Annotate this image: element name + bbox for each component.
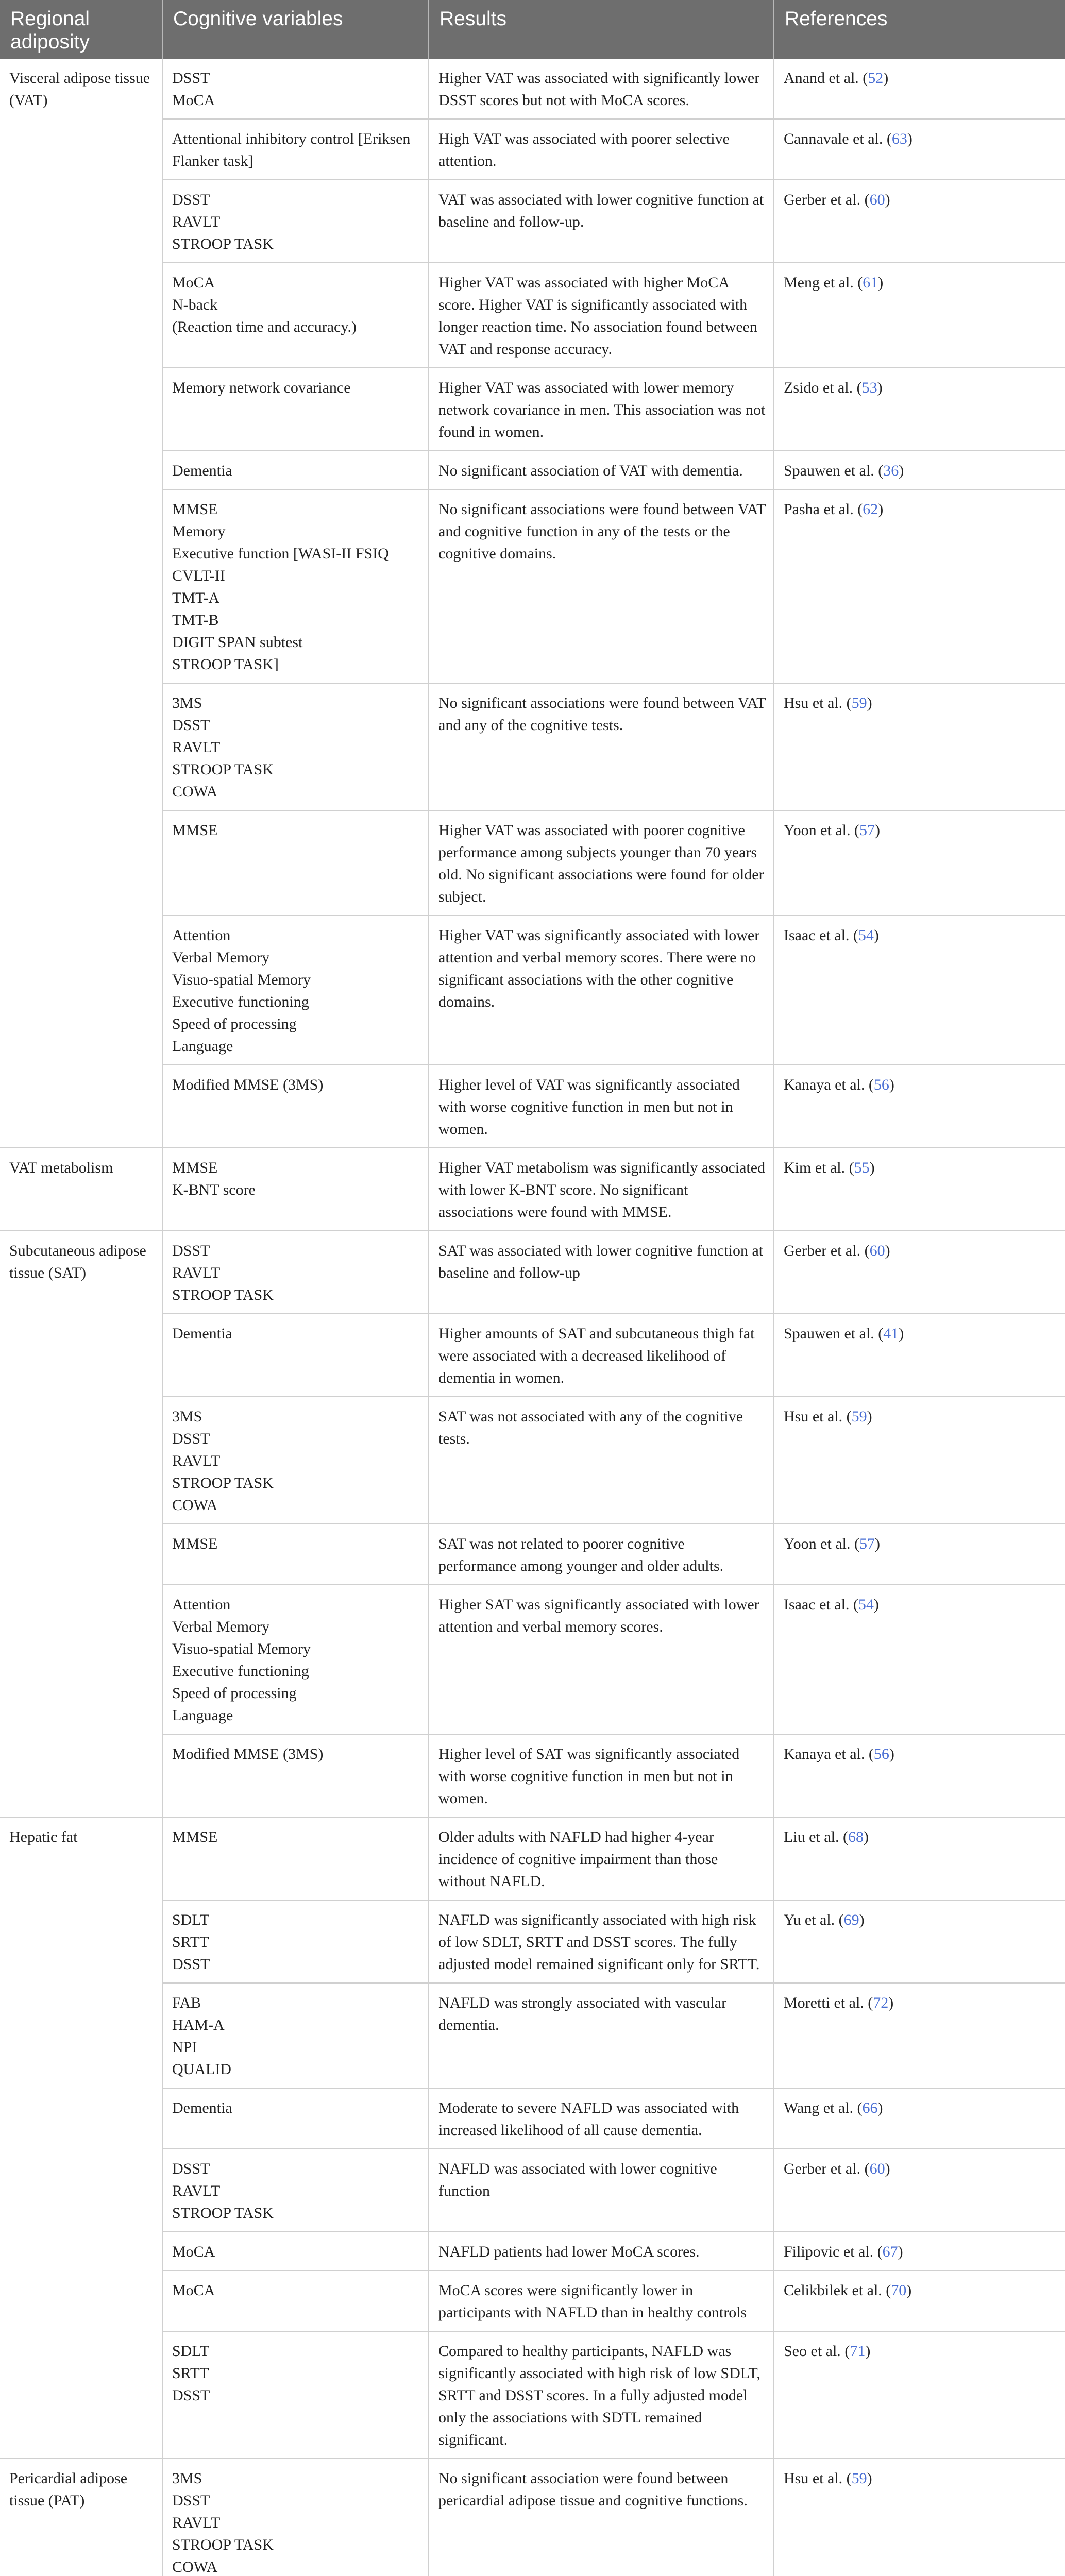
cognitive-variable: N-back bbox=[172, 296, 218, 313]
cognitive-variables-cell bbox=[162, 59, 429, 119]
cognitive-variable: Dementia bbox=[172, 2099, 232, 2116]
reference-number-link[interactable]: 53 bbox=[861, 379, 877, 396]
cognitive-variables-cell bbox=[162, 368, 429, 451]
reference-number-link[interactable]: 57 bbox=[859, 822, 875, 839]
results-cell: VAT was associated with lower cognitive function at baseline and follow-up. bbox=[429, 180, 774, 263]
cognitive-variable: DSST bbox=[172, 717, 210, 734]
results-cell: High VAT was associated with poorer selective attention. bbox=[429, 119, 774, 180]
cognitive-variable: STROOP TASK bbox=[172, 2205, 274, 2222]
reference-author: Yoon et al. bbox=[784, 822, 851, 839]
reference-author: Gerber et al. bbox=[784, 2160, 861, 2177]
results-cell: NAFLD was strongly associated with vascular dementia. bbox=[429, 1983, 774, 2088]
cognitive-variable: Language bbox=[172, 1707, 233, 1724]
cognitive-variable: Language bbox=[172, 1038, 233, 1055]
table-header-row bbox=[0, 0, 1065, 59]
cognitive-variable: STROOP TASK bbox=[172, 235, 274, 252]
reference-cell: Meng et al. (61) bbox=[774, 263, 1065, 368]
reference-number-link[interactable]: 41 bbox=[883, 1325, 899, 1342]
cognitive-variable: STROOP TASK bbox=[172, 2536, 274, 2553]
results-cell: Higher VAT was associated with lower memory network covariance in men. This association was not found in women. bbox=[429, 368, 774, 451]
table-row bbox=[0, 1817, 1065, 1900]
reference-author: Meng et al. bbox=[784, 274, 854, 291]
reference-number-link[interactable]: 56 bbox=[873, 1076, 889, 1093]
reference-number-link[interactable]: 70 bbox=[891, 2282, 907, 2299]
cognitive-variables-cell bbox=[162, 180, 429, 263]
cognitive-variables-cell bbox=[162, 683, 429, 810]
cognitive-variable: DSST bbox=[172, 1242, 210, 1259]
cognitive-variable: SDLT bbox=[172, 2343, 210, 2360]
reference-cell: Liu et al. (68) bbox=[774, 1817, 1065, 1900]
reference-number-link[interactable]: 55 bbox=[854, 1159, 870, 1176]
cognitive-variable: SRTT bbox=[172, 1934, 209, 1951]
reference-cell: Spauwen et al. (41) bbox=[774, 1314, 1065, 1397]
reference-author: Yu et al. bbox=[784, 1911, 835, 1928]
cognitive-variable: 3MS bbox=[172, 1408, 202, 1425]
cognitive-variables-cell bbox=[162, 1314, 429, 1397]
cognitive-variable: MoCA bbox=[172, 274, 215, 291]
results-cell: MoCA scores were significantly lower in participants with NAFLD than in healthy controls bbox=[429, 2270, 774, 2331]
cognitive-variables-cell bbox=[162, 1148, 429, 1231]
reference-cell: Gerber et al. (60) bbox=[774, 180, 1065, 263]
regional-adiposity-cell: Pericardial adipose tissue (PAT) bbox=[0, 2459, 162, 2576]
table-body bbox=[0, 59, 1065, 2576]
results-cell: Higher VAT was associated with higher MoCA score. Higher VAT is significantly associated with longer reaction time. No association found between VAT and response accuracy. bbox=[429, 263, 774, 368]
reference-author: Liu et al. bbox=[784, 1828, 839, 1845]
cognitive-variable: DSST bbox=[172, 191, 210, 208]
results-cell: No significant associations were found between VAT and cognitive function in any of the tests or the cognitive domains. bbox=[429, 489, 774, 683]
results-cell: Older adults with NAFLD had higher 4-year incidence of cognitive impairment than those without NAFLD. bbox=[429, 1817, 774, 1900]
cognitive-variable: SDLT bbox=[172, 1911, 210, 1928]
results-cell: Moderate to severe NAFLD was associated with increased likelihood of all cause dementia. bbox=[429, 2088, 774, 2149]
cognitive-variables-cell bbox=[162, 2459, 429, 2576]
cognitive-variable: COWA bbox=[172, 1497, 218, 1514]
results-cell: NAFLD was associated with lower cognitive function bbox=[429, 2149, 774, 2232]
reference-number-link[interactable]: 72 bbox=[873, 1994, 889, 2011]
reference-number-link[interactable]: 62 bbox=[863, 501, 878, 518]
reference-author: Pasha et al. bbox=[784, 501, 854, 518]
reference-number-link[interactable]: 59 bbox=[851, 1408, 867, 1425]
reference-number-link[interactable]: 52 bbox=[868, 70, 884, 87]
cognitive-variable: Modified MMSE (3MS) bbox=[172, 1076, 324, 1093]
cognitive-variables-cell bbox=[162, 1817, 429, 1900]
cognitive-variable: Speed of processing bbox=[172, 1685, 297, 1702]
reference-author: Hsu et al. bbox=[784, 1408, 843, 1425]
reference-cell: Yu et al. (69) bbox=[774, 1900, 1065, 1983]
cognitive-variable: Executive functioning bbox=[172, 1663, 309, 1680]
header-results: Results bbox=[429, 0, 774, 59]
reference-number-link[interactable]: 54 bbox=[858, 927, 874, 944]
cognitive-variable: Attentional inhibitory control [Eriksen Flanker task] bbox=[172, 130, 411, 170]
reference-author: Yoon et al. bbox=[784, 1535, 851, 1552]
cognitive-variable: MMSE bbox=[172, 1828, 218, 1845]
cognitive-variable: MMSE bbox=[172, 501, 218, 518]
regional-adiposity-cell: Subcutaneous adipose tissue (SAT) bbox=[0, 1231, 162, 1817]
reference-author: Gerber et al. bbox=[784, 1242, 861, 1259]
header-cognitive-variables: Cognitive variables bbox=[162, 0, 429, 59]
reference-number-link[interactable]: 36 bbox=[883, 462, 899, 479]
cognitive-variable: Attention bbox=[172, 1596, 231, 1613]
cognitive-variable: Dementia bbox=[172, 462, 232, 479]
cognitive-variables-cell bbox=[162, 1734, 429, 1817]
reference-cell: Moretti et al. (72) bbox=[774, 1983, 1065, 2088]
results-cell: Higher level of VAT was significantly associated with worse cognitive function in men but not in women. bbox=[429, 1065, 774, 1148]
cognitive-variable: Executive functioning bbox=[172, 993, 309, 1010]
cognitive-variables-cell bbox=[162, 2149, 429, 2232]
reference-number-link[interactable]: 63 bbox=[891, 130, 907, 147]
results-cell: No significant association of VAT with dementia. bbox=[429, 451, 774, 489]
cognitive-variable: RAVLT bbox=[172, 2182, 221, 2199]
cognitive-variable: Dementia bbox=[172, 1325, 232, 1342]
table-row bbox=[0, 2459, 1065, 2576]
cognitive-variable: FAB bbox=[172, 1994, 201, 2011]
cognitive-variables-cell bbox=[162, 451, 429, 489]
cognitive-variable: Modified MMSE (3MS) bbox=[172, 1745, 324, 1762]
reference-cell: Gerber et al. (60) bbox=[774, 2149, 1065, 2232]
cognitive-variable: STROOP TASK bbox=[172, 1286, 274, 1303]
results-cell: NAFLD was significantly associated with high risk of low SDLT, SRTT and DSST scores. The fully adjusted model remained significant only for SRTT. bbox=[429, 1900, 774, 1983]
cognitive-variable: Executive function [WASI-II FSIQ bbox=[172, 545, 389, 562]
cognitive-variable: DSST bbox=[172, 1956, 210, 1973]
cognitive-variable: DIGIT SPAN subtest bbox=[172, 634, 303, 651]
cognitive-variable: Memory bbox=[172, 523, 226, 540]
cognitive-variable: NPI bbox=[172, 2039, 197, 2056]
regional-adiposity-cell: Visceral adipose tissue (VAT) bbox=[0, 59, 162, 1148]
results-cell: Higher SAT was significantly associated with lower attention and verbal memory scores. bbox=[429, 1585, 774, 1734]
cognitive-variable: (Reaction time and accuracy.) bbox=[172, 318, 357, 335]
reference-number-link[interactable]: 69 bbox=[843, 1911, 859, 1928]
cognitive-variable: STROOP TASK] bbox=[172, 656, 279, 673]
reference-cell: Cannavale et al. (63) bbox=[774, 119, 1065, 180]
cognitive-variable: DSST bbox=[172, 2492, 210, 2509]
regional-adiposity-cell: VAT metabolism bbox=[0, 1148, 162, 1231]
results-cell: Higher level of SAT was significantly associated with worse cognitive function in men but not in women. bbox=[429, 1734, 774, 1817]
reference-author: Spauwen et al. bbox=[784, 462, 874, 479]
cognitive-variable: DSST bbox=[172, 70, 210, 87]
reference-cell: Kanaya et al. (56) bbox=[774, 1065, 1065, 1148]
reference-author: Kanaya et al. bbox=[784, 1076, 865, 1093]
results-cell: Higher amounts of SAT and subcutaneous thigh fat were associated with a decreased likelihood of dementia in women. bbox=[429, 1314, 774, 1397]
cognitive-variable: TMT-A bbox=[172, 589, 220, 606]
cognitive-variable: MMSE bbox=[172, 1535, 218, 1552]
cognitive-variable: TMT-B bbox=[172, 612, 219, 629]
results-cell: SAT was associated with lower cognitive function at baseline and follow-up bbox=[429, 1231, 774, 1314]
header-regional-adiposity: Regional adiposity bbox=[0, 0, 162, 59]
reference-author: Isaac et al. bbox=[784, 927, 850, 944]
reference-number-link[interactable]: 67 bbox=[882, 2243, 898, 2260]
header-references: References bbox=[774, 0, 1065, 59]
reference-number-link[interactable]: 57 bbox=[859, 1535, 875, 1552]
reference-cell: Seo et al. (71) bbox=[774, 2331, 1065, 2459]
results-cell: Higher VAT was associated with significantly lower DSST scores but not with MoCA scores. bbox=[429, 59, 774, 119]
cognitive-variable: MMSE bbox=[172, 1159, 218, 1176]
cognitive-variables-cell bbox=[162, 810, 429, 916]
reference-cell: Yoon et al. (57) bbox=[774, 1524, 1065, 1585]
reference-number-link[interactable]: 61 bbox=[863, 274, 878, 291]
cognitive-variable: RAVLT bbox=[172, 213, 221, 230]
cognitive-variable: Visuo-spatial Memory bbox=[172, 971, 311, 988]
cognitive-variable: DSST bbox=[172, 2160, 210, 2177]
results-cell: Higher VAT metabolism was significantly associated with lower K-BNT score. No significant associations were found with MMSE. bbox=[429, 1148, 774, 1231]
reference-cell: Spauwen et al. (36) bbox=[774, 451, 1065, 489]
cognitive-variable: Memory network covariance bbox=[172, 379, 351, 396]
cognitive-variable: SRTT bbox=[172, 2365, 209, 2382]
cognitive-variables-cell bbox=[162, 1983, 429, 2088]
cognitive-variable: COWA bbox=[172, 2558, 218, 2575]
cognitive-variable: Visuo-spatial Memory bbox=[172, 1640, 311, 1657]
cognitive-variable: DSST bbox=[172, 2387, 210, 2404]
cognitive-variable: 3MS bbox=[172, 694, 202, 711]
cognitive-variables-cell bbox=[162, 2331, 429, 2459]
regional-adiposity-cell: Hepatic fat bbox=[0, 1817, 162, 2459]
reference-number-link[interactable]: 60 bbox=[869, 2160, 885, 2177]
cognitive-variable: COWA bbox=[172, 783, 218, 800]
cognitive-variables-cell bbox=[162, 916, 429, 1065]
reference-cell: Zsido et al. (53) bbox=[774, 368, 1065, 451]
cognitive-variable: MMSE bbox=[172, 822, 218, 839]
reference-author: Filipovic et al. bbox=[784, 2243, 874, 2260]
reference-author: Kanaya et al. bbox=[784, 1745, 865, 1762]
cognitive-variables-cell bbox=[162, 2088, 429, 2149]
reference-cell: Isaac et al. (54) bbox=[774, 916, 1065, 1065]
reference-cell: Celikbilek et al. (70) bbox=[774, 2270, 1065, 2331]
reference-number-link[interactable]: 66 bbox=[862, 2099, 878, 2116]
reference-number-link[interactable]: 59 bbox=[851, 694, 867, 711]
results-cell: SAT was not related to poorer cognitive performance among younger and older adults. bbox=[429, 1524, 774, 1585]
reference-cell: Isaac et al. (54) bbox=[774, 1585, 1065, 1734]
cognitive-variables-cell bbox=[162, 2232, 429, 2270]
cognitive-variables-cell bbox=[162, 1900, 429, 1983]
cognitive-variable: MoCA bbox=[172, 2243, 215, 2260]
reference-author: Anand et al. bbox=[784, 70, 859, 87]
cognitive-variable: RAVLT bbox=[172, 1264, 221, 1281]
cognitive-variable: Speed of processing bbox=[172, 1015, 297, 1032]
cognitive-variable: 3MS bbox=[172, 2470, 202, 2487]
cognitive-variable: STROOP TASK bbox=[172, 761, 274, 778]
cognitive-variable: RAVLT bbox=[172, 739, 221, 756]
reference-cell: Hsu et al. (59) bbox=[774, 683, 1065, 810]
reference-author: Spauwen et al. bbox=[784, 1325, 874, 1342]
reference-cell: Yoon et al. (57) bbox=[774, 810, 1065, 916]
cognitive-variable: CVLT-II bbox=[172, 567, 225, 584]
reference-author: Gerber et al. bbox=[784, 191, 861, 208]
reference-author: Hsu et al. bbox=[784, 2470, 843, 2487]
reference-author: Kim et al. bbox=[784, 1159, 846, 1176]
cognitive-variable: HAM-A bbox=[172, 2016, 225, 2033]
reference-cell: Hsu et al. (59) bbox=[774, 2459, 1065, 2576]
reference-author: Wang et al. bbox=[784, 2099, 854, 2116]
reference-author: Moretti et al. bbox=[784, 1994, 864, 2011]
cognitive-variable: Verbal Memory bbox=[172, 1618, 270, 1635]
cognitive-variables-cell bbox=[162, 1065, 429, 1148]
results-cell: NAFLD patients had lower MoCA scores. bbox=[429, 2232, 774, 2270]
reference-cell: Wang et al. (66) bbox=[774, 2088, 1065, 2149]
cognitive-variable: MoCA bbox=[172, 2282, 215, 2299]
cognitive-variable: DSST bbox=[172, 1430, 210, 1447]
results-cell: SAT was not associated with any of the cognitive tests. bbox=[429, 1397, 774, 1524]
reference-author: Seo et al. bbox=[784, 2343, 841, 2360]
cognitive-variables-cell bbox=[162, 1231, 429, 1314]
cognitive-variables-cell bbox=[162, 263, 429, 368]
cognitive-variables-cell bbox=[162, 489, 429, 683]
table-row bbox=[0, 1148, 1065, 1231]
reference-author: Isaac et al. bbox=[784, 1596, 850, 1613]
reference-number-link[interactable]: 68 bbox=[848, 1828, 864, 1845]
cognitive-variables-cell bbox=[162, 1524, 429, 1585]
reference-number-link[interactable]: 54 bbox=[858, 1596, 874, 1613]
reference-number-link[interactable]: 71 bbox=[850, 2343, 866, 2360]
cognitive-variables-cell bbox=[162, 2270, 429, 2331]
cognitive-variables-cell bbox=[162, 1397, 429, 1524]
reference-cell: Filipovic et al. (67) bbox=[774, 2232, 1065, 2270]
results-cell: Compared to healthy participants, NAFLD was significantly associated with high risk of low SDLT, SRTT and DSST scores. In a fully adjusted model only the associations with SDTL remained significant. bbox=[429, 2331, 774, 2459]
cognitive-variable: Verbal Memory bbox=[172, 949, 270, 966]
reference-cell: Kim et al. (55) bbox=[774, 1148, 1065, 1231]
cognitive-variable: RAVLT bbox=[172, 1452, 221, 1469]
table-row bbox=[0, 1231, 1065, 1314]
cognitive-variables-cell bbox=[162, 1585, 429, 1734]
reference-cell: Kanaya et al. (56) bbox=[774, 1734, 1065, 1817]
reference-number-link[interactable]: 59 bbox=[851, 2470, 867, 2487]
reference-number-link[interactable]: 60 bbox=[869, 191, 885, 208]
cognitive-variable: MoCA bbox=[172, 92, 215, 109]
results-cell: No significant association were found between pericardial adipose tissue and cognitive functions. bbox=[429, 2459, 774, 2576]
results-cell: Higher VAT was significantly associated with lower attention and verbal memory scores. There were no significant associations with the other cognitive domains. bbox=[429, 916, 774, 1065]
cognitive-variables-cell bbox=[162, 119, 429, 180]
reference-cell: Anand et al. (52) bbox=[774, 59, 1065, 119]
reference-number-link[interactable]: 56 bbox=[873, 1745, 889, 1762]
cognitive-variable: STROOP TASK bbox=[172, 1475, 274, 1492]
reference-cell: Pasha et al. (62) bbox=[774, 489, 1065, 683]
table-row bbox=[0, 59, 1065, 119]
cognitive-variable: RAVLT bbox=[172, 2514, 221, 2531]
reference-author: Zsido et al. bbox=[784, 379, 853, 396]
reference-number-link[interactable]: 60 bbox=[869, 1242, 885, 1259]
cognitive-variable: K-BNT score bbox=[172, 1181, 256, 1198]
reference-author: Cannavale et al. bbox=[784, 130, 883, 147]
reference-author: Hsu et al. bbox=[784, 694, 843, 711]
cognitive-variable: QUALID bbox=[172, 2061, 231, 2078]
cognitive-variable: Attention bbox=[172, 927, 231, 944]
reference-cell: Hsu et al. (59) bbox=[774, 1397, 1065, 1524]
reference-author: Celikbilek et al. bbox=[784, 2282, 882, 2299]
reference-cell: Gerber et al. (60) bbox=[774, 1231, 1065, 1314]
results-cell: No significant associations were found between VAT and any of the cognitive tests. bbox=[429, 683, 774, 810]
results-cell: Higher VAT was associated with poorer cognitive performance among subjects younger than 70 years old. No significant associations were found for older subject. bbox=[429, 810, 774, 916]
